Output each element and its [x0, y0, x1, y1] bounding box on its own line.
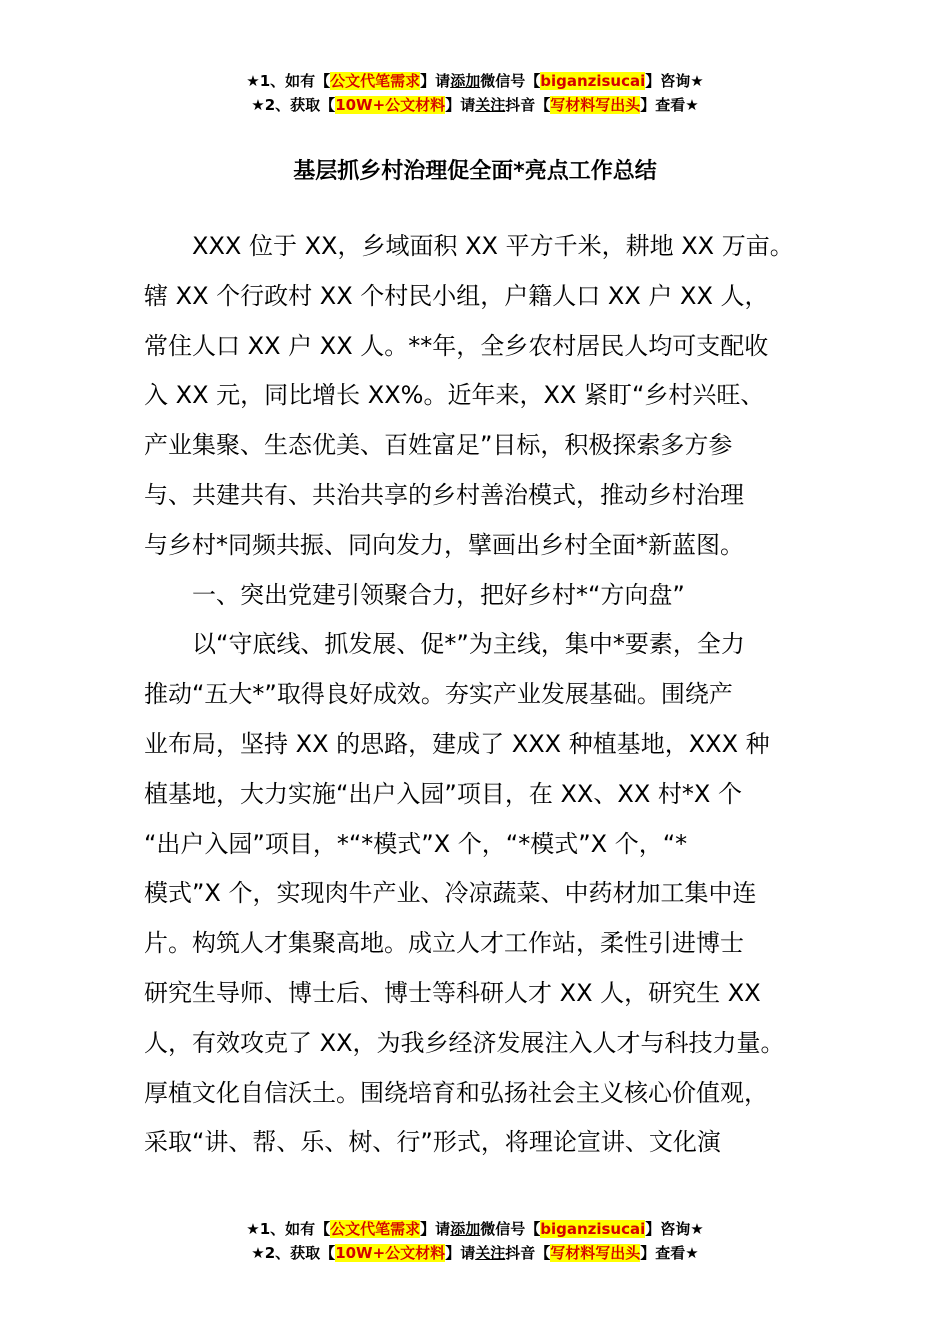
text-line: 采取“讲、帮、乐、树、行”形式，将理论宣讲、文化演 — [144, 1128, 721, 1157]
text-line: 入 XX 元，同比增长 XX%。近年来，XX 紧盯“乡村兴旺、 — [144, 381, 765, 410]
text-line: 与、共建共有、共治共享的乡村善治模式，推动乡村治理 — [144, 480, 744, 509]
document-title: 基层抓乡村治理促全面*亮点工作总结 — [293, 159, 657, 184]
banner-line-1: ★1、如有【公文代笔需求】请添加微信号【biganzisucai】咨询★ — [246, 72, 704, 90]
text-line: 常住人口 XX 户 XX 人。**年，全乡农村居民人均可支配收 — [144, 331, 769, 360]
highlight-douyin-account: 写材料写出头 — [550, 96, 641, 114]
highlight-douyin-account: 写材料写出头 — [550, 1244, 641, 1262]
section-heading: 一、突出党建引领聚合力，把好乡村*“方向盘” — [192, 580, 685, 609]
banner-line-2: ★2、获取【10W+公文材料】请关注抖音【写材料写出头】查看★ — [251, 1244, 699, 1262]
text-line: “出户入园”项目，*“*模式”X 个，“*模式”X 个，“* — [144, 829, 688, 858]
text-line: XXX 位于 XX，乡域面积 XX 平方千米，耕地 XX 万亩。 — [192, 232, 794, 260]
banner-line-2: ★2、获取【10W+公文材料】请关注抖音【写材料写出头】查看★ — [251, 96, 699, 114]
highlight-wechat-id: biganzisucai — [540, 1220, 646, 1238]
highlight-service: 公文代笔需求 — [330, 72, 421, 90]
text-line: 模式”X 个，实现肉牛产业、冷凉蔬菜、中药材加工集中连 — [144, 879, 757, 908]
text-line: 植基地，大力实施“出户入园”项目，在 XX、XX 村*X 个 — [144, 779, 742, 808]
document-body — [144, 222, 810, 1168]
highlight-wechat-id: biganzisucai — [540, 72, 646, 90]
text-line: 业布局，坚持 XX 的思路，建成了 XXX 种植基地，XXX 种 — [144, 729, 770, 758]
footer-banner — [0, 1217, 950, 1265]
text-line: 研究生导师、博士后、博士等科研人才 XX 人，研究生 XX — [144, 978, 761, 1007]
highlight-materials: 10W+公文材料 — [335, 1244, 446, 1262]
text-line: 辖 XX 个行政村 XX 个村民小组，户籍人口 XX 户 XX 人， — [144, 281, 769, 310]
banner-line-1: ★1、如有【公文代笔需求】请添加微信号【biganzisucai】咨询★ — [246, 1220, 704, 1238]
text-line: 以“守底线、抓发展、促*”为主线，集中*要素，全力 — [192, 630, 745, 659]
text-line: 片。构筑人才集聚高地。成立人才工作站，柔性引进博士 — [144, 929, 744, 958]
text-line: 产业集聚、生态优美、百姓富足”目标，积极探索多方参 — [144, 431, 733, 460]
highlight-materials: 10W+公文材料 — [335, 96, 446, 114]
text-line: 与乡村*同频共振、同向发力，擘画出乡村全面*新蓝图。 — [144, 530, 744, 559]
highlight-service: 公文代笔需求 — [330, 1220, 421, 1238]
text-line: 推动“五大*”取得良好成效。夯实产业发展基础。围绕产 — [144, 680, 733, 709]
header-banner — [0, 69, 950, 117]
text-line: 厚植文化自信沃土。围绕培育和弘扬社会主义核心价值观， — [144, 1078, 768, 1107]
text-line: 人，有效攻克了 XX，为我乡经济发展注入人才与科技力量。 — [144, 1028, 785, 1057]
